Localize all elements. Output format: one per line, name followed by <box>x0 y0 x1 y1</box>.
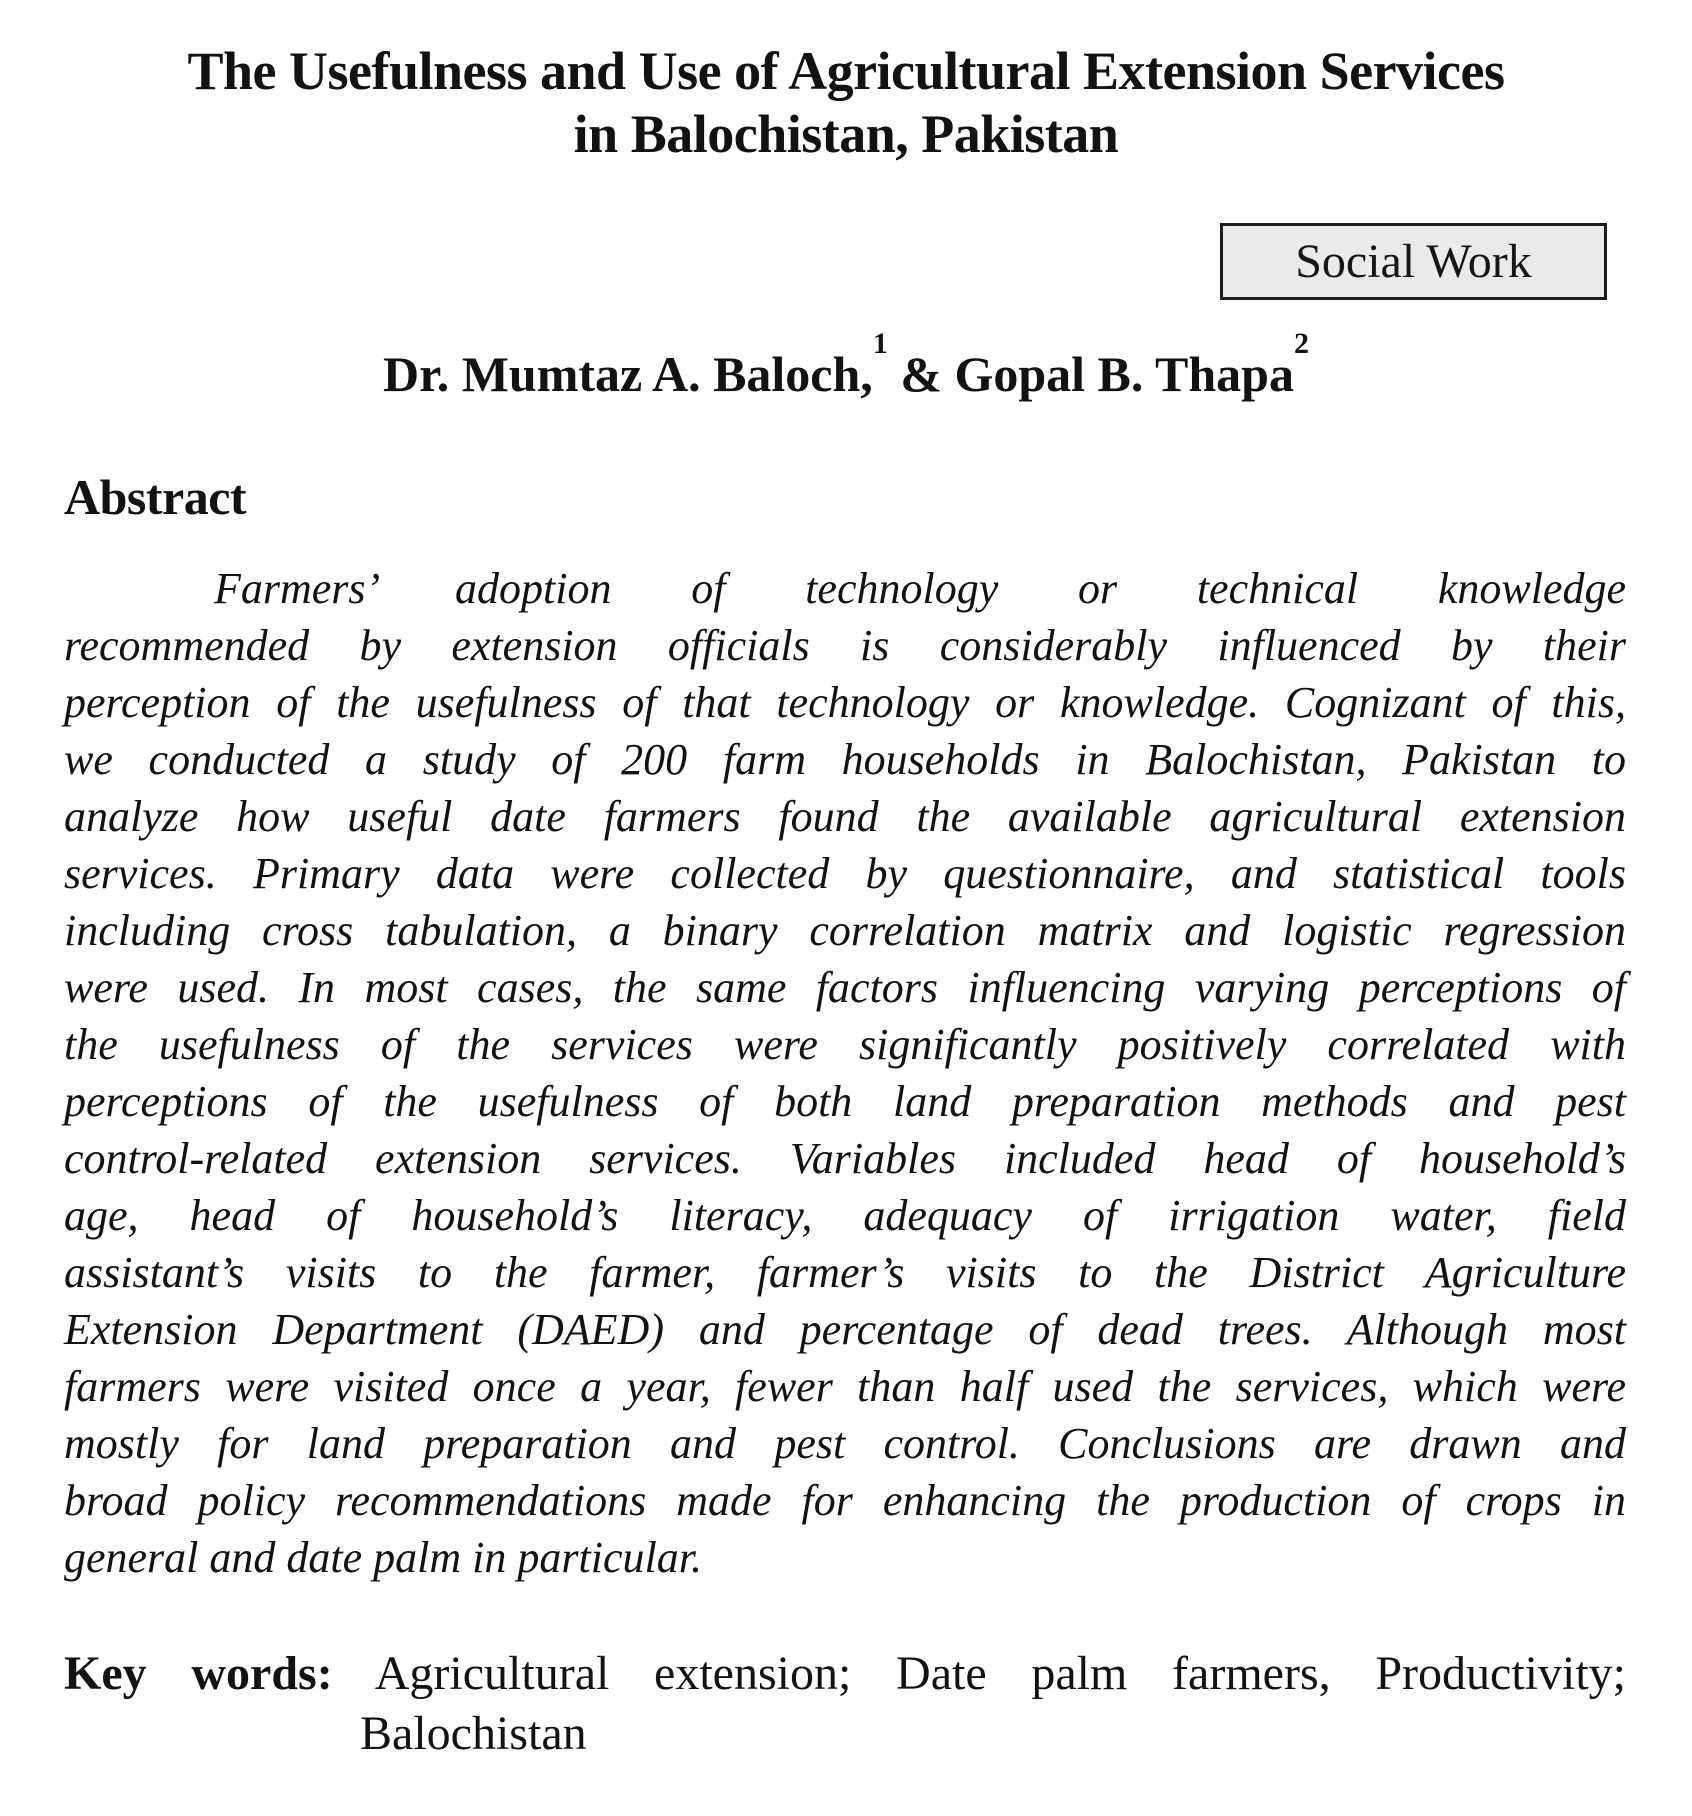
abstract-line: services. Primary data were collected by questionnaire, and statistical tools <box>64 849 1626 898</box>
title-line-1: The Usefulness and Use of Agricultural Extension Services <box>187 41 1505 101</box>
paper-title <box>0 40 1692 166</box>
authors-line <box>0 327 1692 404</box>
title-line-2: in Balochistan, Pakistan <box>573 104 1119 164</box>
keywords-line-2: Balochistan <box>360 1707 587 1760</box>
abstract-line: Extension Department (DAED) and percentage of dead trees. Although most <box>64 1305 1626 1354</box>
abstract-line: perceptions of the usefulness of both land preparation methods and pest <box>64 1077 1626 1126</box>
category-box <box>1220 223 1607 300</box>
abstract-line: Farmers’ adoption of technology or technical knowledge <box>214 564 1626 613</box>
keywords-label: Key words: <box>64 1647 333 1700</box>
abstract-line: broad policy recommendations made for enhancing the production of crops in <box>64 1476 1626 1525</box>
author-2-name: Gopal B. Thapa <box>954 346 1294 402</box>
abstract-line: age, head of household’s literacy, adequacy of irrigation water, field <box>64 1191 1626 1240</box>
authors-separator: & <box>900 346 942 402</box>
category-label: Social Work <box>1295 234 1532 288</box>
author-1-name: Dr. Mumtaz A. Baloch, <box>383 346 873 402</box>
abstract-line: including cross tabulation, a binary correlation matrix and logistic regression <box>64 906 1626 955</box>
keywords-section <box>64 1644 1626 1764</box>
author-1-superscript: 1 <box>872 327 888 361</box>
abstract-line: recommended by extension officials is considerably influenced by their <box>64 621 1626 670</box>
author-2-superscript: 2 <box>1293 327 1309 361</box>
abstract-line: perception of the usefulness of that technology or knowledge. Cognizant of this, <box>64 678 1626 727</box>
abstract-line: were used. In most cases, the same factors influencing varying perceptions of <box>64 963 1626 1012</box>
keywords-line-1 <box>64 1644 1626 1704</box>
keywords-text: Agricultural extension; Date palm farmers, Productivity; <box>374 1647 1626 1700</box>
abstract-line: the usefulness of the services were significantly positively correlated with <box>64 1020 1626 1069</box>
abstract-line: assistant’s visits to the farmer, farmer’s visits to the District Agriculture <box>64 1248 1626 1297</box>
abstract-heading: Abstract <box>64 469 247 525</box>
abstract-line: control-related extension services. Variables included head of household’s <box>64 1134 1626 1183</box>
abstract-line: mostly for land preparation and pest control. Conclusions are drawn and <box>64 1419 1626 1468</box>
abstract-line: general and date palm in particular. <box>64 1533 702 1582</box>
abstract-line: farmers were visited once a year, fewer than half used the services, which were <box>64 1362 1626 1411</box>
abstract-line: analyze how useful date farmers found the available agricultural extension <box>64 792 1626 841</box>
abstract-paragraph <box>64 560 1626 1586</box>
abstract-line: we conducted a study of 200 farm households in Balochistan, Pakistan to <box>64 735 1626 784</box>
